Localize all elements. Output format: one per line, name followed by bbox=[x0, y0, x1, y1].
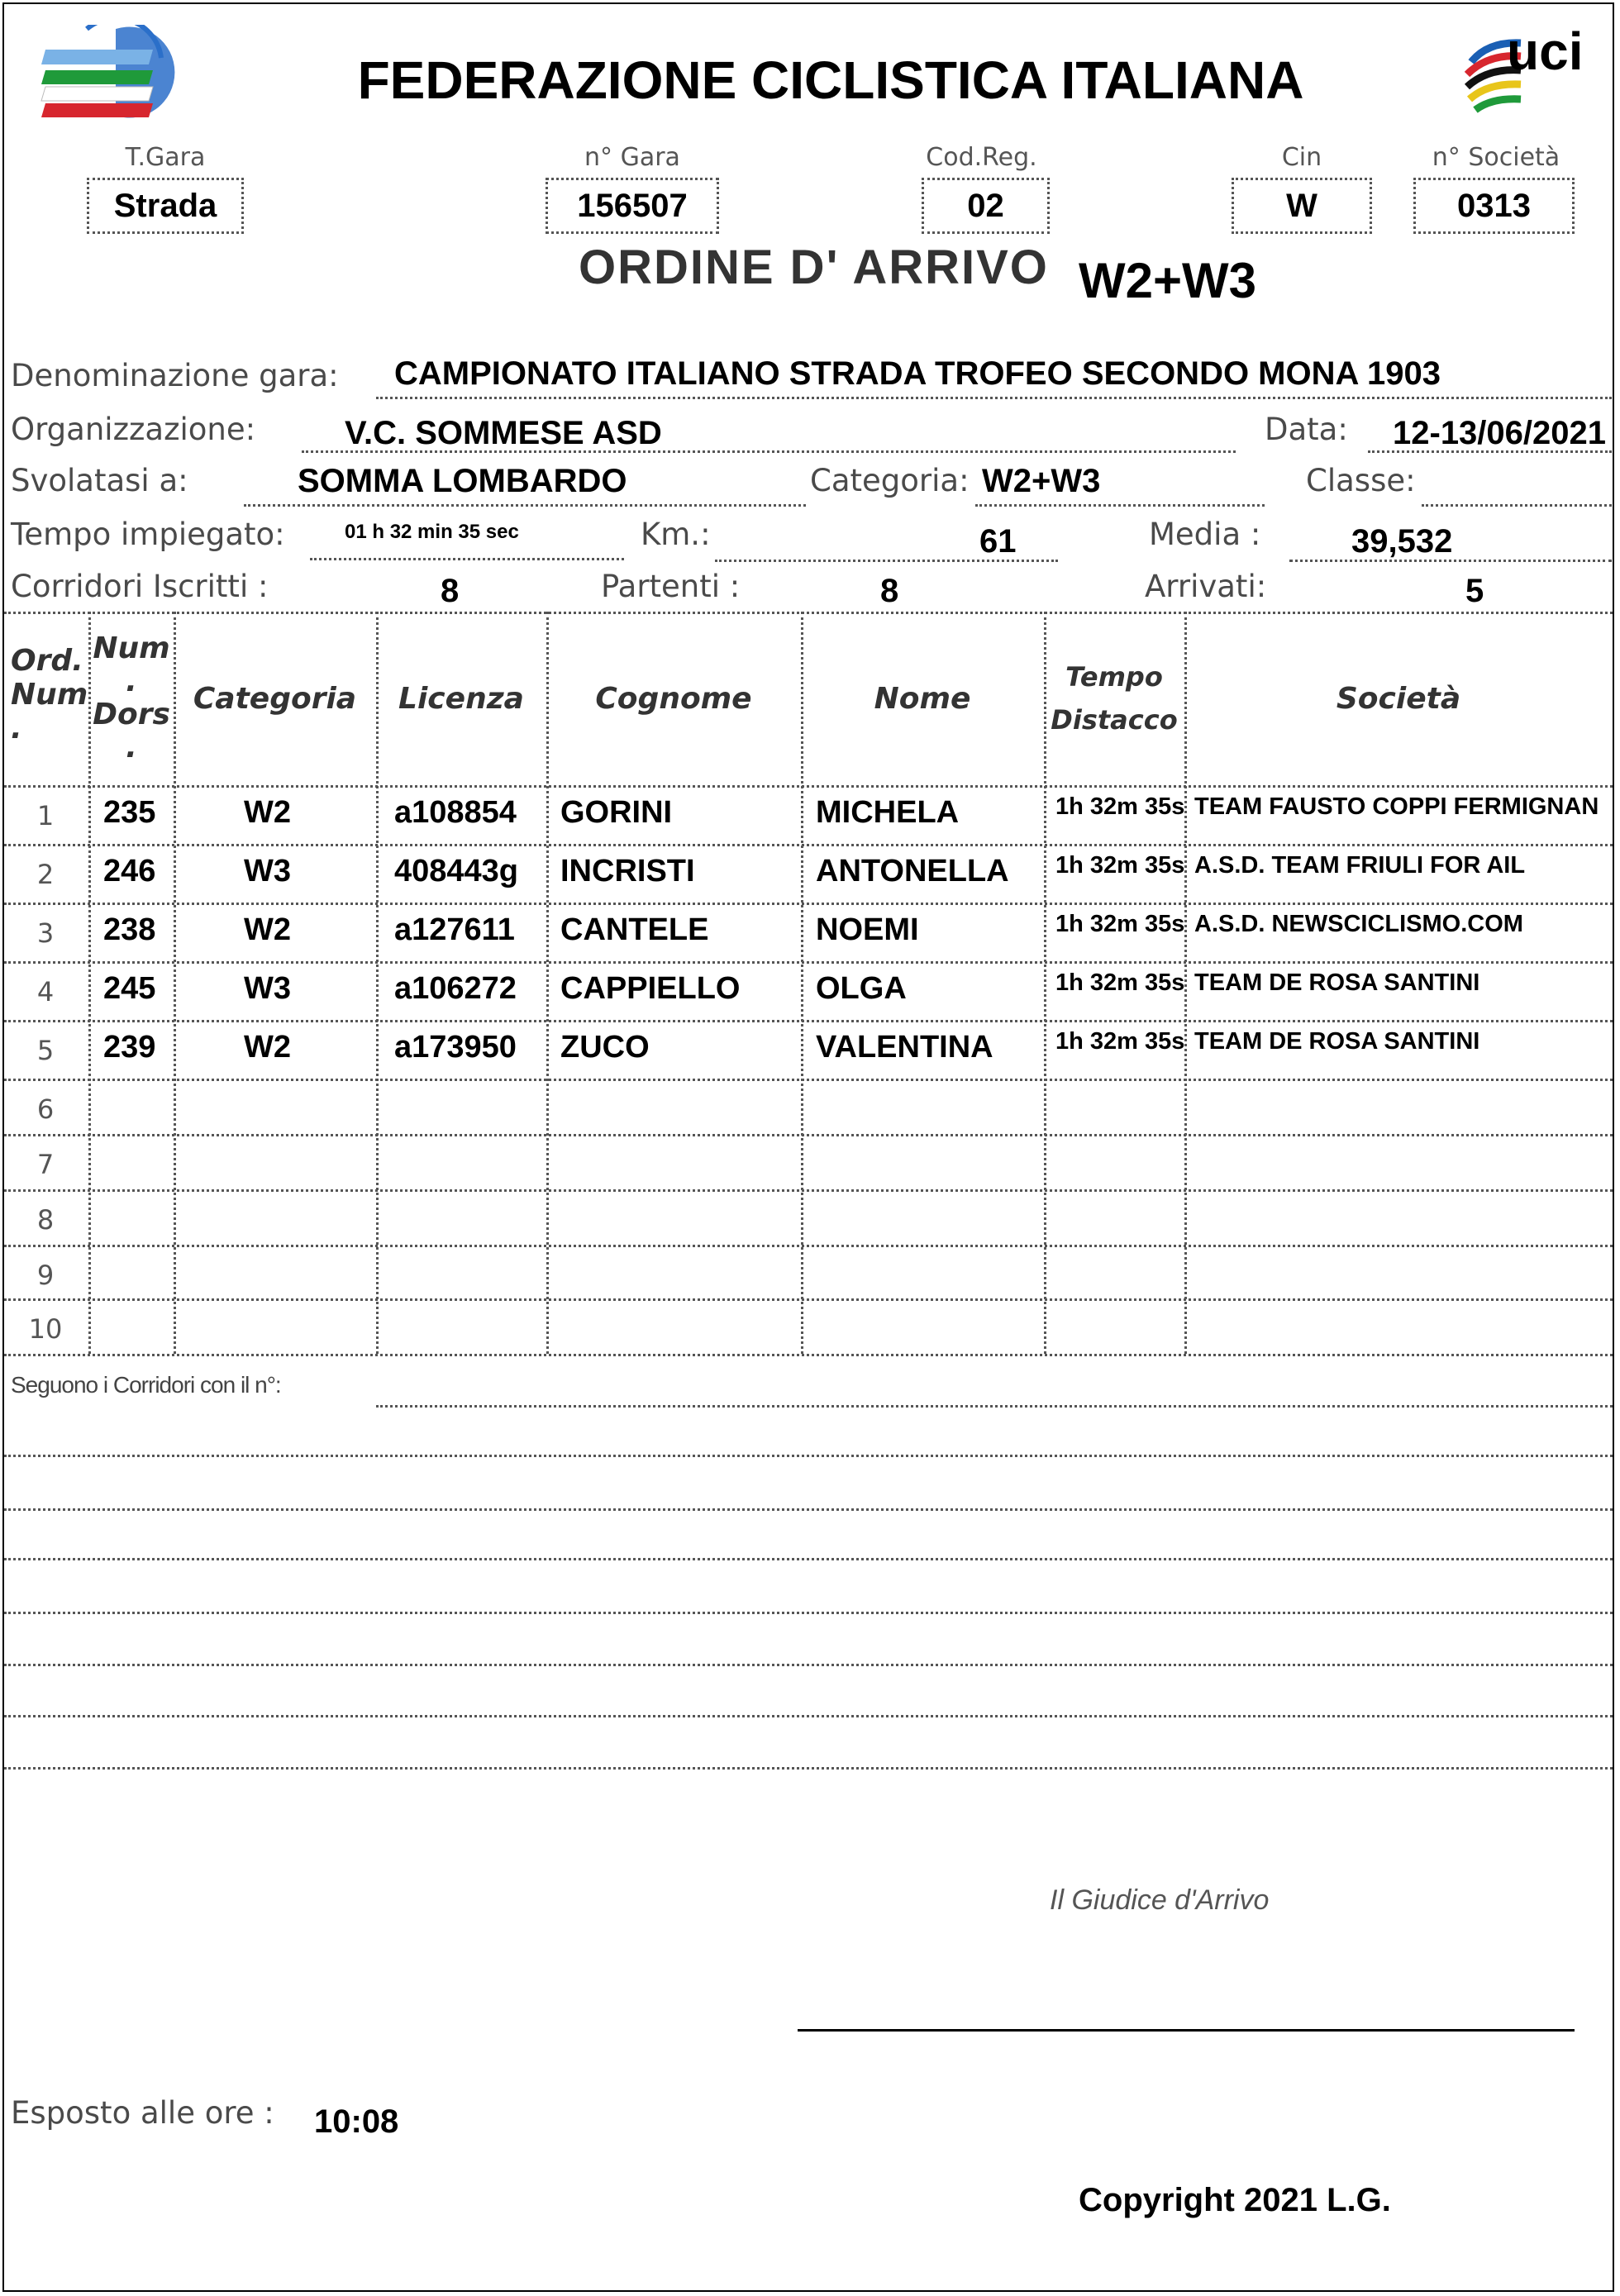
iscritti-label: Corridori Iscritti : bbox=[11, 569, 269, 604]
esposto-label: Esposto alle ore : bbox=[11, 2095, 274, 2131]
header-cognome: Cognome bbox=[595, 681, 752, 716]
seguono-label: Seguono i Corridori con il n°: bbox=[11, 1372, 281, 1398]
cod-reg-label: Cod.Reg. bbox=[926, 143, 1037, 172]
row-nome: VALENTINA bbox=[816, 1030, 993, 1065]
row-categoria: W2 bbox=[244, 912, 291, 947]
row-categoria: W2 bbox=[244, 1030, 291, 1065]
organizzazione-value: V.C. SOMMESE ASD bbox=[345, 415, 662, 451]
n-gara-field[interactable]: 156507 bbox=[546, 178, 719, 234]
media-line bbox=[1289, 560, 1612, 562]
row-nome: ANTONELLA bbox=[816, 854, 1009, 888]
header-tempo bbox=[1044, 616, 1184, 781]
row-ord: 10 bbox=[28, 1313, 63, 1345]
row-societa: A.S.D. TEAM FRIULI FOR AIL bbox=[1194, 852, 1526, 879]
row-licenza: 408443g bbox=[394, 854, 519, 888]
arrivati-value: 5 bbox=[1465, 573, 1484, 609]
header-tempo-line1: Tempo bbox=[1065, 661, 1163, 693]
row-societa: TEAM DE ROSA SANTINI bbox=[1194, 969, 1480, 996]
row-tempo: 1h 32m 35s bbox=[1055, 911, 1185, 937]
row-ord: 1 bbox=[36, 800, 55, 831]
t-gara-label: T.Gara bbox=[125, 143, 206, 172]
row-cognome: CAPPIELLO bbox=[560, 971, 741, 1006]
row-ord: 8 bbox=[36, 1204, 55, 1236]
row-categoria: W3 bbox=[244, 854, 291, 888]
cod-reg-field[interactable]: 02 bbox=[922, 178, 1050, 234]
row-categoria: W3 bbox=[244, 971, 291, 1006]
km-label: Km.: bbox=[641, 517, 711, 552]
header-num-line4: . bbox=[126, 731, 137, 765]
categoria-label: Categoria: bbox=[810, 463, 970, 498]
row-licenza: a173950 bbox=[394, 1030, 517, 1065]
row-cognome: CANTELE bbox=[560, 912, 709, 947]
partenti-label: Partenti : bbox=[601, 569, 741, 604]
t-gara-field[interactable]: Strada bbox=[87, 178, 244, 234]
km-value: 61 bbox=[979, 523, 1017, 560]
form-page bbox=[2, 2, 1614, 2292]
categoria-line bbox=[975, 504, 1265, 507]
data-line bbox=[1368, 450, 1612, 453]
data-value: 12-13/06/2021 bbox=[1393, 415, 1607, 451]
row-num-dors: 235 bbox=[103, 795, 156, 830]
header-num-line2: . bbox=[126, 665, 137, 698]
row-tempo: 1h 32m 35s bbox=[1055, 793, 1185, 820]
row-cognome: INCRISTI bbox=[560, 854, 695, 888]
tempo-line bbox=[310, 558, 624, 560]
row-ord: 5 bbox=[36, 1035, 55, 1066]
header-ord bbox=[4, 632, 93, 756]
fci-logo-icon bbox=[37, 25, 202, 120]
row-licenza: a106272 bbox=[394, 971, 517, 1006]
header-num-line1: Num bbox=[93, 631, 170, 665]
row-num-dors: 245 bbox=[103, 971, 156, 1006]
row-num-dors: 239 bbox=[103, 1030, 156, 1065]
header-ord-line1: Ord. bbox=[11, 643, 83, 678]
row-tempo: 1h 32m 35s bbox=[1055, 852, 1185, 879]
uci-logo-text: uci bbox=[1507, 21, 1584, 81]
header-licenza: Licenza bbox=[398, 681, 524, 716]
denominazione-label: Denominazione gara: bbox=[11, 358, 339, 393]
row-ord: 7 bbox=[36, 1149, 55, 1180]
header-categoria: Categoria bbox=[193, 681, 357, 716]
denominazione-line bbox=[376, 397, 1612, 399]
header-ord-line2: Num bbox=[11, 677, 88, 712]
row-nome: NOEMI bbox=[816, 912, 919, 947]
row-societa: TEAM DE ROSA SANTINI bbox=[1194, 1028, 1480, 1055]
iscritti-value: 8 bbox=[441, 573, 460, 609]
esposto-value: 10:08 bbox=[314, 2103, 399, 2140]
categoria-value: W2+W3 bbox=[982, 463, 1101, 499]
tempo-label: Tempo impiegato: bbox=[11, 517, 285, 552]
header-nome: Nome bbox=[874, 681, 971, 716]
row-societa: TEAM FAUSTO COPPI FERMIGNAN bbox=[1194, 793, 1599, 820]
organizzazione-label: Organizzazione: bbox=[11, 412, 256, 447]
row-nome: OLGA bbox=[816, 971, 907, 1006]
tempo-value: 01 h 32 min 35 sec bbox=[345, 521, 519, 543]
cin-label: Cin bbox=[1281, 143, 1322, 172]
n-societa-field[interactable]: 0313 bbox=[1413, 178, 1575, 234]
row-tempo: 1h 32m 35s bbox=[1055, 969, 1185, 996]
partenti-value: 8 bbox=[880, 573, 899, 609]
header-tempo-line2: Distacco bbox=[1051, 704, 1178, 736]
data-label: Data: bbox=[1265, 412, 1348, 447]
row-ord: 3 bbox=[36, 917, 55, 949]
media-value: 39,532 bbox=[1351, 523, 1453, 560]
giudice-label: Il Giudice d'Arrivo bbox=[1050, 1884, 1270, 1916]
classe-line bbox=[1422, 504, 1612, 507]
fci-logo-text: F.C.I. bbox=[93, 85, 121, 98]
federation-title: FEDERAZIONE CICLISTICA ITALIANA bbox=[357, 50, 1304, 110]
row-categoria: W2 bbox=[244, 795, 291, 830]
row-ord: 9 bbox=[36, 1260, 55, 1291]
row-licenza: a108854 bbox=[394, 795, 517, 830]
row-cognome: ZUCO bbox=[560, 1030, 650, 1065]
denominazione-value: CAMPIONATO ITALIANO STRADA TROFEO SECONDO MONA 1903 bbox=[394, 355, 1441, 392]
media-label: Media : bbox=[1149, 517, 1261, 552]
row-num-dors: 238 bbox=[103, 912, 156, 947]
classe-label: Classe: bbox=[1306, 463, 1416, 498]
svolatasi-value: SOMMA LOMBARDO bbox=[298, 463, 627, 499]
km-line bbox=[715, 560, 1058, 562]
doc-title: ORDINE D' ARRIVO bbox=[579, 241, 1049, 294]
doc-category: W2+W3 bbox=[1079, 253, 1257, 308]
copyright: Copyright 2021 L.G. bbox=[1079, 2182, 1391, 2218]
row-ord: 2 bbox=[36, 859, 55, 890]
row-tempo: 1h 32m 35s bbox=[1055, 1028, 1185, 1055]
header-num-dors bbox=[90, 616, 173, 781]
row-licenza: a127611 bbox=[394, 912, 515, 947]
n-societa-label: n° Società bbox=[1432, 143, 1560, 172]
header-num-line3: Dors bbox=[93, 698, 170, 731]
row-societa: A.S.D. NEWSCICLISMO.COM bbox=[1194, 911, 1523, 937]
signature-line[interactable] bbox=[798, 2029, 1575, 2032]
row-nome: MICHELA bbox=[816, 795, 960, 830]
cin-field[interactable]: W bbox=[1232, 178, 1372, 234]
row-cognome: GORINI bbox=[560, 795, 673, 830]
svolatasi-label: Svolatasi a: bbox=[11, 463, 188, 498]
organizzazione-line bbox=[302, 450, 1236, 453]
n-gara-label: n° Gara bbox=[584, 143, 680, 172]
row-ord: 4 bbox=[36, 976, 55, 1007]
svolatasi-line bbox=[244, 504, 806, 507]
row-ord: 6 bbox=[36, 1093, 55, 1125]
row-num-dors: 246 bbox=[103, 854, 156, 888]
header-ord-line3: . bbox=[11, 711, 22, 745]
arrivati-label: Arrivati: bbox=[1145, 569, 1267, 604]
header-societa: Società bbox=[1336, 681, 1461, 716]
iscritti-line bbox=[4, 612, 1613, 614]
